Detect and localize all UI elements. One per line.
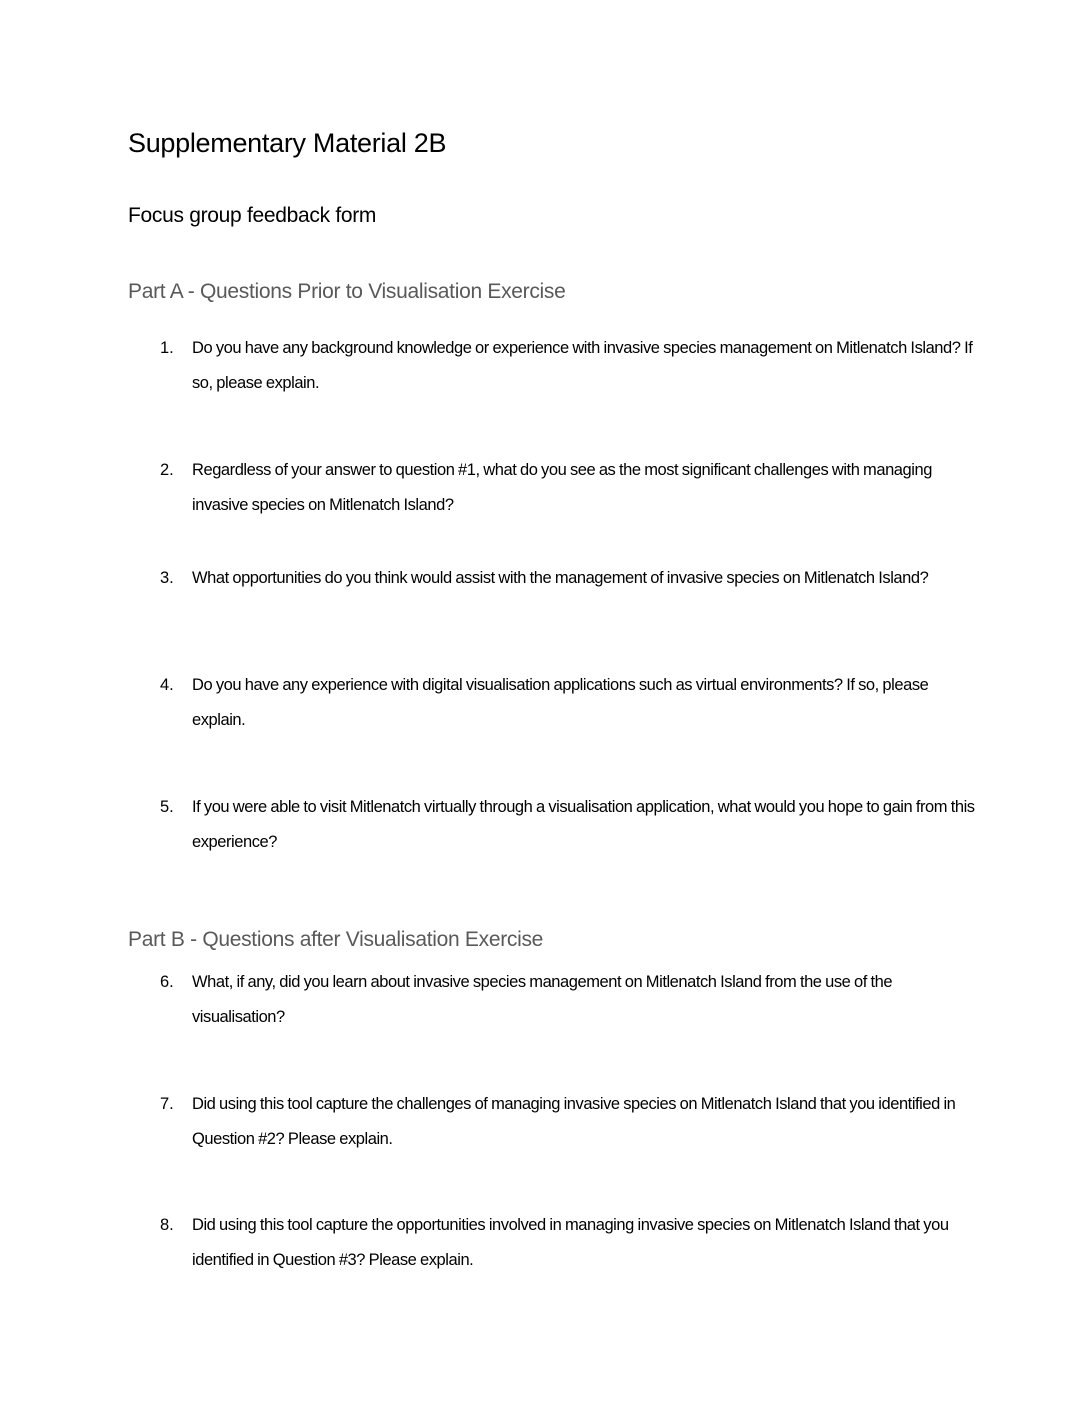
- question-text: Did using this tool capture the challenges of managing invasive species on Mitlenatch Island that you identified in Question #2? Please explain.: [192, 1095, 956, 1148]
- question-number: 3.: [160, 569, 174, 587]
- document-subtitle: Focus group feedback form: [128, 204, 377, 227]
- question-text: Did using this tool capture the opportunities involved in managing invasive species on Mitlenatch Island that you identified in Question #3? Please explain.: [192, 1216, 949, 1269]
- question-text: Do you have any experience with digital visualisation applications such as virtual environments? If so, please explain.: [192, 676, 929, 729]
- section-heading-part-b: Part B - Questions after Visualisation Exercise: [128, 928, 544, 951]
- question-number: 2.: [160, 461, 174, 479]
- question-number: 6.: [160, 973, 174, 991]
- question-text: Do you have any background knowledge or experience with invasive species management on Mitlenatch Island? If so, please explain.: [192, 339, 973, 392]
- document-title: Supplementary Material 2B: [128, 128, 447, 158]
- question-number: 7.: [160, 1095, 174, 1113]
- question-number: 8.: [160, 1216, 174, 1234]
- question-number: 1.: [160, 339, 174, 357]
- question-number: 5.: [160, 798, 174, 816]
- question-text: What, if any, did you learn about invasive species management on Mitlenatch Island from the use of the visualisation?: [192, 973, 893, 1026]
- question-text: Regardless of your answer to question #1, what do you see as the most significant challenges with managing invasive species on Mitlenatch Island?: [192, 461, 932, 514]
- section-heading-part-a: Part A - Questions Prior to Visualisation Exercise: [128, 280, 566, 303]
- question-text: If you were able to visit Mitlenatch virtually through a visualisation application, what would you hope to gain from this experience?: [192, 798, 975, 851]
- question-text: What opportunities do you think would assist with the management of invasive species on Mitlenatch Island?: [192, 569, 929, 587]
- question-number: 4.: [160, 676, 174, 694]
